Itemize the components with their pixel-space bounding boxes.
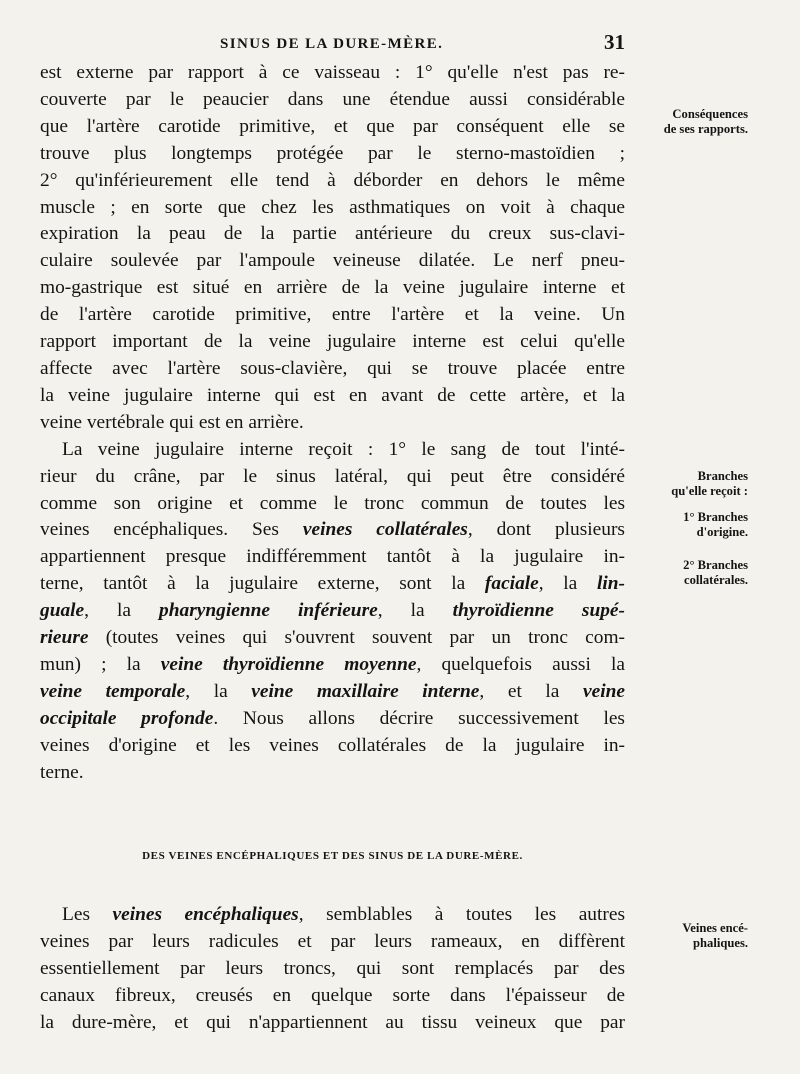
text-line [40, 706, 625, 733]
italic-term: faciale [484, 573, 539, 595]
margin-note-line: 2° Branches [683, 558, 748, 572]
text-line: essentiellement par leurs troncs, qui sont remplacés par des [40, 957, 625, 979]
italic-term: veine maxillaire interne [251, 680, 480, 702]
text-run: Les [62, 904, 113, 925]
paragraph-2 [40, 437, 625, 787]
italic-term: occipitale profonde [40, 707, 214, 729]
italic-term: veine temporale [40, 680, 186, 702]
text-line: est externe par rapport à ce vaisseau : 1° qu'elle n'est pas re- [40, 62, 625, 83]
text-line: de l'artère carotide primitive, entre l'artère et la veine. Un [40, 304, 625, 326]
text-line [40, 517, 625, 544]
text-line: veines d'origine et les veines collatérales de la jugulaire in- [40, 734, 625, 756]
text-run: veines encéphaliques. Ses [40, 519, 303, 541]
text-run: , la [538, 573, 597, 595]
text-run: , et la [479, 680, 583, 702]
text-line [40, 652, 625, 679]
italic-term: veine [582, 680, 625, 702]
page-header [40, 30, 625, 56]
italic-term: rieure [40, 627, 89, 649]
paragraph-3 [40, 902, 625, 1037]
margin-note-collateral [630, 558, 748, 588]
text-line: trouve plus longtemps protégée par le sterno-mastoïdien ; [40, 142, 625, 164]
text-line: La veine jugulaire interne reçoit : 1° le sang de tout l'inté- [62, 438, 625, 460]
margin-note-branches [630, 469, 748, 499]
text-line [40, 598, 625, 625]
text-line: appartiennent presque indifféremment tantôt à la jugulaire in- [40, 546, 625, 568]
text-line [40, 902, 625, 929]
text-run: (toutes veines qui s'ouvrent souvent par un tronc com- [88, 627, 625, 649]
italic-term: veines collatérales [302, 519, 468, 541]
text-run: , dont plusieurs [467, 519, 625, 541]
main-text-continued [40, 902, 625, 1037]
text-line: expiration la peau de la partie antérieure du creux sus-clavi- [40, 223, 625, 245]
margin-note-line: d'origine. [696, 525, 748, 539]
text-line: la veine jugulaire interne qui est en avant de cette artère, et la [40, 384, 625, 406]
italic-term: lin- [596, 573, 625, 595]
paragraph-1 [40, 60, 625, 437]
text-run: , la [84, 600, 160, 622]
margin-note-line: Veines encé- [682, 921, 748, 935]
margin-note-consequences [630, 107, 748, 137]
text-line: veine vertébrale qui est en arrière. [40, 411, 304, 433]
text-run: , quelquefois aussi la [416, 653, 625, 675]
text-line: que l'artère carotide primitive, et que par conséquent elle se [40, 115, 625, 137]
italic-term: thyroïdienne supé- [452, 600, 625, 622]
main-text [40, 60, 625, 786]
margin-note-line: phaliques. [693, 936, 748, 950]
text-line: 2° qu'inférieurement elle tend à déborder en dehors le même [40, 169, 625, 191]
text-line [40, 571, 625, 598]
margin-note-line: collatérales. [684, 573, 748, 587]
text-line: terne. [40, 761, 84, 783]
italic-term: guale [40, 600, 85, 622]
text-run: , la [185, 680, 252, 702]
text-line: muscle ; en sorte que chez les asthmatiques on voit à chaque [40, 196, 625, 218]
page-number: 31 [604, 30, 625, 54]
text-line: veines par leurs radicules et par leurs rameaux, en diffèrent [40, 930, 625, 952]
italic-term: pharyngienne inférieure [159, 600, 378, 622]
text-run: mun) ; la [40, 653, 161, 675]
margin-note-line: Conséquences [672, 107, 748, 121]
running-head: SINUS DE LA DURE-MÈRE. [220, 36, 444, 52]
text-run: terne, tantôt à la jugulaire externe, sont la [40, 573, 485, 595]
margin-note-encephalic-veins [630, 921, 748, 951]
italic-term: veines encéphaliques [112, 904, 299, 925]
section-heading: DES VEINES ENCÉPHALIQUES ET DES SINUS DE LA DURE-MÈRE. [142, 850, 523, 862]
text-line: comme son origine et comme le tronc commun de toutes les [40, 492, 625, 514]
text-line: rapport important de la veine jugulaire interne est celui qu'elle [40, 331, 625, 353]
margin-note-line: qu'elle reçoit : [671, 484, 748, 498]
text-line: la dure-mère, et qui n'appartiennent au tissu veineux que par [40, 1011, 625, 1033]
text-line [40, 625, 625, 652]
margin-note-origin [630, 510, 748, 540]
text-line: affecte avec l'artère sous-clavière, qui se trouve placée entre [40, 357, 625, 379]
margin-note-line: 1° Branches [683, 510, 748, 524]
text-run: . Nous allons décrire successivement les [213, 707, 625, 729]
text-line: couverte par le peaucier dans une étendue aussi considérable [40, 88, 625, 110]
margin-note-line: de ses rapports. [663, 122, 748, 136]
text-line: rieur du crâne, par le sinus latéral, qui peut être considéré [40, 465, 625, 487]
italic-term: veine thyroïdienne moyenne [160, 653, 417, 675]
text-run: , semblables à toutes les autres [298, 904, 625, 925]
text-line: canaux fibreux, creusés en quelque sorte dans l'épaisseur de [40, 984, 625, 1006]
text-line: mo-gastrique est situé en arrière de la veine jugulaire interne et [40, 277, 625, 299]
text-line: culaire soulevée par l'ampoule veineuse dilatée. Le nerf pneu- [40, 250, 625, 272]
text-run: , la [377, 600, 453, 622]
margin-note-line: Branches [697, 469, 748, 483]
text-line [40, 679, 625, 706]
